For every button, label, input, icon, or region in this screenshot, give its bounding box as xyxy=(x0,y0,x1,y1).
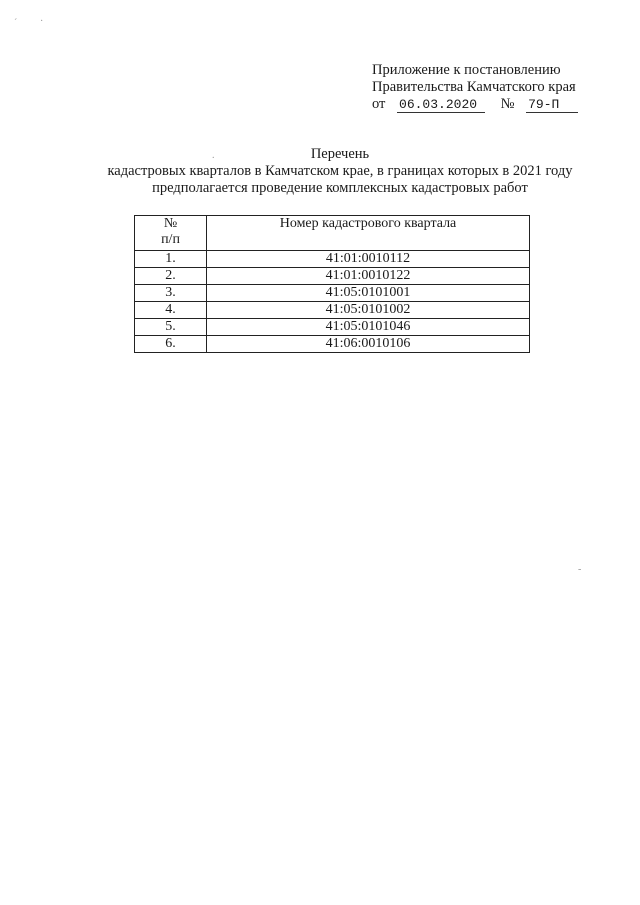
table-row xyxy=(135,302,530,319)
table-row xyxy=(135,319,530,336)
decree-number: 79-П xyxy=(526,98,578,113)
scan-speck: ˊ xyxy=(14,18,18,29)
row-number: 4. xyxy=(135,302,207,319)
row-number: 2. xyxy=(135,268,207,285)
table-row xyxy=(135,285,530,302)
cadastral-quarter: 41:06:0010106 xyxy=(207,336,530,353)
cadastral-quarter: 41:01:0010112 xyxy=(207,251,530,268)
cadastral-quarter: 41:01:0010122 xyxy=(207,268,530,285)
table-row xyxy=(135,336,530,353)
row-number: 6. xyxy=(135,336,207,353)
scan-speck: . xyxy=(212,150,215,161)
cadastral-quarter: 41:05:0101046 xyxy=(207,319,530,336)
header-line-3 xyxy=(372,96,578,113)
column-header-number xyxy=(135,216,207,251)
cadastral-quarter: 41:05:0101002 xyxy=(207,302,530,319)
scan-speck: · xyxy=(40,16,44,27)
header-line-1: Приложение к постановлению xyxy=(372,62,561,78)
title-line-1: кадастровых кварталов в Камчатском крае, в границах которых в 2021 году xyxy=(107,163,573,179)
column-header-number-line-1: № xyxy=(163,216,178,231)
row-number: 5. xyxy=(135,319,207,336)
table-header-row xyxy=(135,216,530,251)
scan-speck: - xyxy=(578,564,582,575)
number-sign: № xyxy=(500,96,515,112)
from-label: от xyxy=(372,96,386,112)
row-number: 3. xyxy=(135,285,207,302)
title-line-2: предполагается проведение комплексных кадастровых работ xyxy=(152,180,528,196)
title-heading: Перечень xyxy=(310,146,370,162)
table-row xyxy=(135,268,530,285)
decree-date: 06.03.2020 xyxy=(397,98,485,113)
column-header-number-line-2: п/п xyxy=(161,232,180,247)
appendix-header xyxy=(372,62,578,113)
table-row xyxy=(135,251,530,268)
header-line-2: Правительства Камчатского края xyxy=(372,79,576,95)
document-title xyxy=(90,146,590,197)
column-header-quarter: Номер кадастрового квартала xyxy=(207,216,530,251)
cadastral-quarters-table xyxy=(134,215,530,353)
row-number: 1. xyxy=(135,251,207,268)
cadastral-quarter: 41:05:0101001 xyxy=(207,285,530,302)
